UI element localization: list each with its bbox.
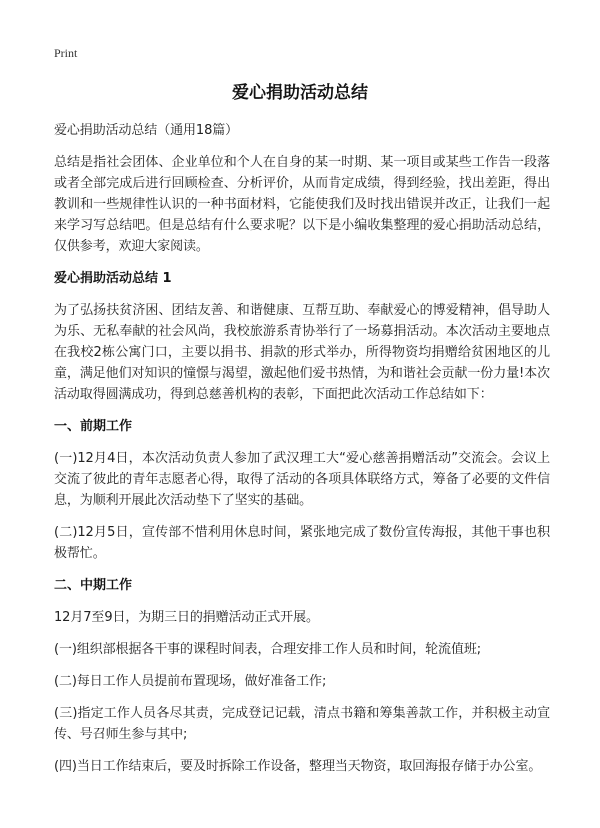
early-work-item-1: (一)12月4日，本次活动负责人参加了武汉理工大“爱心慈善捐赠活动”交流会。会议上交流了彼此的青年志愿者心得，取得了活动的各项具体联络方式，筹备了必要的文件信息，为顺利开展此次活动垫下了坚实的基础。 [54, 451, 550, 508]
section-heading: 爱心捐助活动总结 1 [54, 271, 172, 286]
mid-work-item-2: (二)每日工作人员提前布置现场，做好准备工作; [54, 674, 327, 689]
mid-work-heading: 二、中期工作 [54, 578, 133, 593]
mid-work-item-1: (一)组织部根据各干事的课程时间表，合理安排工作人员和时间，轮流值班; [54, 642, 482, 657]
section-paragraph: 为了弘扬扶贫济困、团结友善、和谐健康、互帮互助、奉献爱心的博爱精神，倡导助人为乐、无私奉献的社会风尚，我校旅游系青协举行了一场募捐活动。本次活动主要地点在我校2栋公寓门口，主要以捐书、捐款的形式举办，所得物资均捐赠给贫困地区的儿童，满足他们对知识的憧憬与渴望，激起他们爱书热情，为和谐社会贡献一份力量!本次活动取得圆满成功，得到总慈善机构的表彰，下面把此次活动工作总结如下： [54, 303, 550, 402]
mid-work-intro: 12月7至9日，为期三日的捐赠活动正式开展。 [54, 610, 319, 625]
article-body [54, 120, 550, 788]
intro-paragraph: 总结是指社会团体、企业单位和个人在自身的某一时期、某一项目或某些工作告一段落或者全部完成后进行回顾检查、分析评价，从而肯定成绩，得到经验，找出差距，得出教训和一些规律性认识的一种书面材料，它能使我们及时找出错误并改正，让我们一起来学习写总结吧。但是总结有什么要求呢？以下是小编收集整理的爱心捐助活动总结，仅供参考，欢迎大家阅读。 [54, 155, 550, 254]
mid-work-item-4: (四)当日工作结束后，要及时拆除工作设备，整理当天物资，取回海报存储于办公室。 [54, 759, 542, 774]
page-title: 爱心捐助活动总结 [232, 83, 368, 103]
subtitle: 爱心捐助活动总结（通用18篇） [54, 123, 239, 138]
early-work-item-2: (二)12月5日，宣传部不惜利用休息时间，紧张地完成了数份宣传海报，其他干事也积极帮忙。 [54, 525, 550, 561]
mid-work-item-3: (三)指定工作人员各尽其责，完成登记记载，清点书籍和筹集善款工作，并积极主动宣传、号召师生参与其中; [54, 706, 550, 742]
early-work-heading: 一、前期工作 [54, 419, 133, 434]
print-link[interactable]: Print [54, 46, 78, 60]
